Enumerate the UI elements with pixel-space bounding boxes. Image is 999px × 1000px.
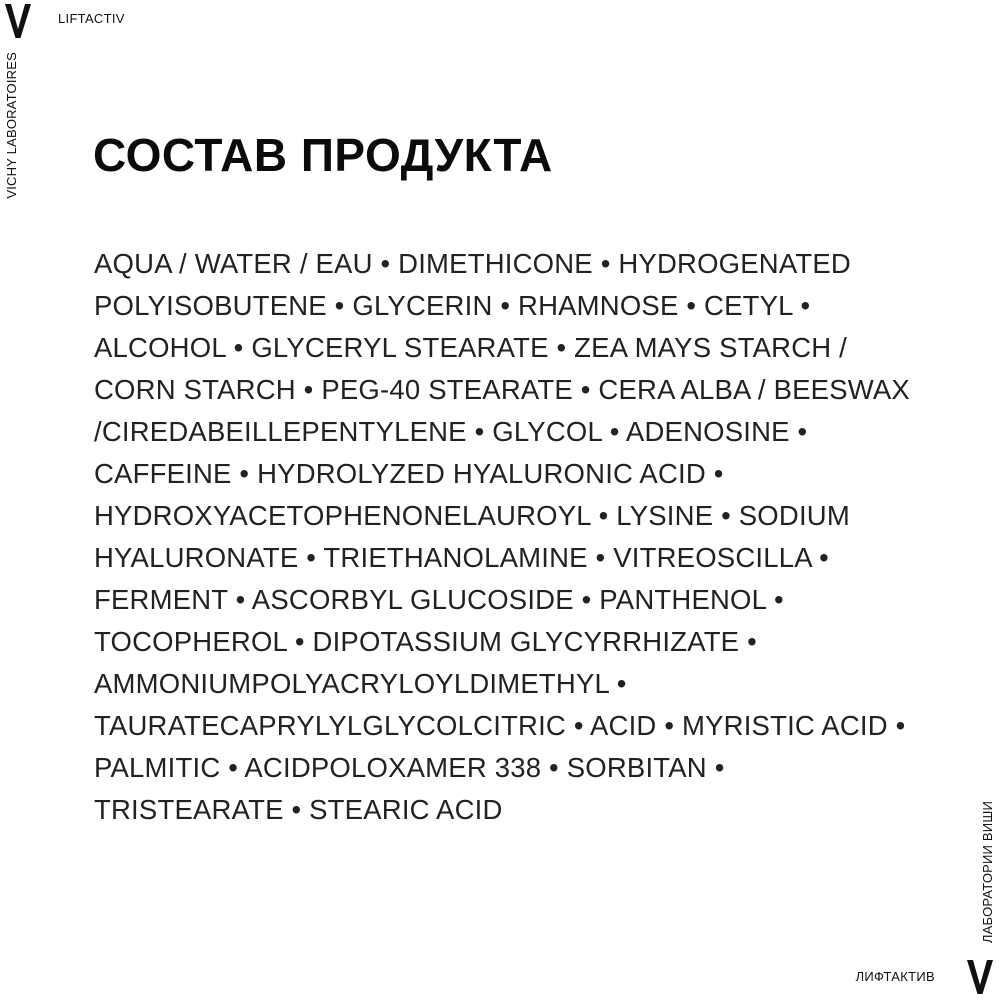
ingredient-line: AMMONIUMPOLYACRYLOYLDIMETHYL •	[94, 668, 627, 699]
brand-vertical-label-ru: ЛАБОРАТОРИИ ВИШИ	[980, 800, 995, 943]
ingredient-line: PALMITIC • ACIDPOLOXAMER 338 • SORBITAN •	[94, 752, 725, 783]
ingredient-line: TOCOPHEROL • DIPOTASSIUM GLYCYRRHIZATE •	[94, 626, 757, 657]
product-name-label: LIFTACTIV	[58, 11, 125, 26]
ingredient-line: TRISTEARATE • STEARIC ACID	[94, 794, 503, 825]
page-title: СОСТАВ ПРОДУКТА	[93, 129, 553, 181]
ingredient-line: POLYISOBUTENE • GLYCERIN • RHAMNOSE • CETYL •	[94, 290, 811, 321]
product-name-label-ru: ЛИФТАКТИВ	[855, 969, 935, 984]
vichy-logo-icon	[967, 960, 993, 994]
ingredient-line: HYDROXYACETOPHENONELAUROYL • LYSINE • SODIUM	[94, 500, 850, 531]
ingredient-line: CAFFEINE • HYDROLYZED HYALURONIC ACID •	[94, 458, 724, 489]
ingredient-line: ALCOHOL • GLYCERYL STEARATE • ZEA MAYS STARCH /	[94, 332, 848, 363]
ingredient-line: CORN STARCH • PEG-40 STEARATE • CERA ALBA / BEESWAX	[94, 374, 910, 405]
ingredients-list	[94, 243, 924, 831]
brand-vertical-label: VICHY LABORATOIRES	[4, 52, 19, 199]
ingredient-line: FERMENT • ASCORBYL GLUCOSIDE • PANTHENOL •	[94, 584, 784, 615]
ingredient-line: HYALURONATE • TRIETHANOLAMINE • VITREOSCILLA •	[94, 542, 829, 573]
ingredient-line: /CIREDABEILLEPENTYLENE • GLYCOL • ADENOSINE •	[94, 416, 808, 447]
ingredient-line: AQUA / WATER / EAU • DIMETHICONE • HYDROGENATED	[94, 248, 851, 279]
ingredient-line: TAURATECAPRYLYLGLYCOLCITRIC • ACID • MYRISTIC ACID •	[94, 710, 906, 741]
vichy-logo-icon	[5, 4, 31, 38]
